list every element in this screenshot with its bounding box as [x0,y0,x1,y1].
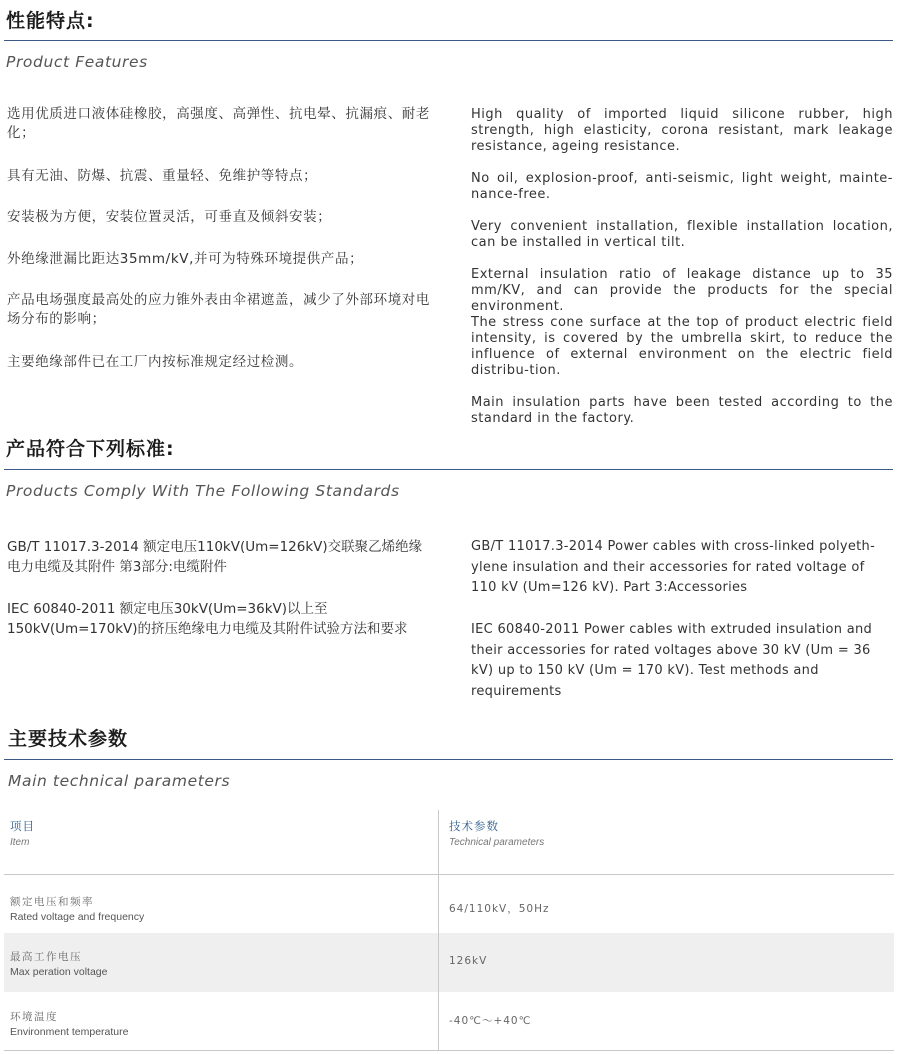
row-label-cn: 环境温度 [10,1011,58,1023]
row-label-cell [4,992,438,1050]
row-label-cell [4,933,438,992]
standards-heading-cn: 产品符合下列标准: [6,438,175,460]
row-value-cell [439,933,894,992]
features-en-2: No oil, explosion-proof, anti-seismic, light weight, mainte-nance-free. [471,171,893,202]
standards-en-1: GB/T 11017.3-2014 Power cables with cross-linked polyeth-ylene insulation and their accessories for rated voltage of 110 kV (Um=126 kV). Part 3:Accessories [471,539,876,595]
params-divider [4,759,893,760]
table-bottom-line [4,1050,894,1051]
header-item-en: Item [10,837,30,848]
header-item-cell [4,810,438,874]
row-label-cell [4,875,438,933]
row-label-en: Environment temperature [10,1026,129,1038]
features-cn-3: 安装极为方便，安装位置灵活，可垂直及倾斜安装； [7,209,332,225]
standards-heading-en: Products Comply With The Following Standards [6,482,400,500]
column-divider [438,810,439,874]
features-en-6: Main insulation parts have been tested according to the standard in the factory. [471,395,893,426]
row-label-cn: 最高工作电压 [10,951,82,963]
header-value-cn: 技术参数 [449,819,499,833]
features-en-3: Very convenient installation, flexible installation location, can be installed in vertical tilt. [471,219,893,250]
header-value-cell [439,810,894,874]
features-en-1: High quality of imported liquid silicone rubber, high strength, high elasticity, corona resistant, mark leakage resistance, ageing resistance. [471,107,893,154]
row-label-cn: 额定电压和频率 [10,896,94,908]
column-divider [438,875,439,933]
features-heading-en: Product Features [6,53,148,71]
features-cn-1: 选用优质进口液体硅橡胶，高强度、高弹性、抗电晕、抗漏痕、耐老化； [7,106,430,141]
row-value: -40℃～+40℃ [449,1015,532,1027]
features-cn-5: 产品电场强度最高处的应力锥外表由伞裙遮盖，减少了外部环境对电场分布的影响； [7,292,430,327]
row-label-en: Rated voltage and frequency [10,911,145,923]
table-row [4,875,894,933]
row-value-cell [439,875,894,933]
features-en-4: External insulation ratio of leakage distance up to 35 mm/KV, and can provide the products for the special environment. [471,267,893,314]
header-value-en: Technical parameters [449,837,545,848]
features-divider [4,40,893,41]
standards-divider [4,469,893,470]
features-cn-2: 具有无油、防爆、抗震、重量轻、免维护等特点； [7,168,318,184]
table-row [4,933,894,992]
features-en-5: The stress cone surface at the top of product electric field intensity, is covered by the umbrella skirt, to reduce the influence of external environment on the electric field distribu-tion. [471,315,893,378]
header-item-cn: 项目 [10,819,35,833]
standards-cn-1: GB/T 11017.3-2014 额定电压110kV(Um=126kV)交联聚乙烯绝缘电力电缆及其附件 第3部分:电缆附件 [7,539,423,575]
params-heading-en: Main technical parameters [8,772,231,790]
table-header-row [4,810,894,874]
table-row [4,992,894,1050]
row-value-cell [439,992,894,1050]
params-heading-cn: 主要技术参数 [8,728,129,750]
standards-cn-2: IEC 60840-2011 额定电压30kV(Um=36kV)以上至150kV(Um=170kV)的挤压绝缘电力电缆及其附件试验方法和要求 [7,601,408,637]
features-cn-4: 外绝缘泄漏比距达35mm/kV,并可为特殊环境提供产品； [7,251,364,267]
row-value: 126kV [449,955,488,967]
features-cn-6: 主要绝缘部件已在工厂内按标准规定经过检测。 [7,354,304,370]
row-label-en: Max peration voltage [10,966,108,978]
row-value: 64/110kV，50Hz [449,903,550,915]
column-divider [438,992,439,1050]
column-divider [438,933,439,992]
features-heading-cn: 性能特点: [6,10,95,32]
standards-en-2: IEC 60840-2011 Power cables with extruded insulation and their accessories for rated voltages above 30 kV (Um = 36 kV) up to 150 kV (Um = 170 kV). Test methods and requirements [471,622,873,699]
